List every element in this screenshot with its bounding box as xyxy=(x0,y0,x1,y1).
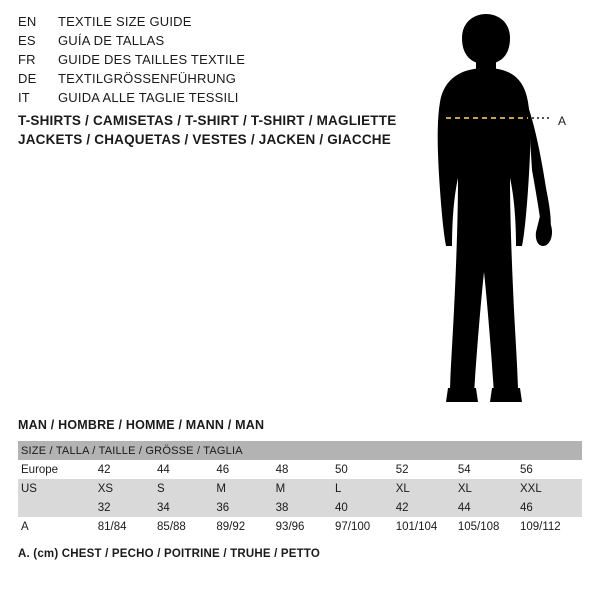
table-row xyxy=(18,498,582,517)
cell: 105/108 xyxy=(458,517,520,536)
cell: 93/96 xyxy=(276,517,335,536)
cell: XL xyxy=(396,479,458,498)
row-label: US xyxy=(18,479,98,498)
language-row xyxy=(18,71,418,90)
table-footnote: A. (cm) CHEST / PECHO / POITRINE / TRUHE / PETTO xyxy=(18,548,321,560)
cell: L xyxy=(335,479,396,498)
row-label: A xyxy=(18,517,98,536)
language-list xyxy=(18,14,418,109)
cell: 40 xyxy=(335,498,396,517)
language-text: GUÍA DE TALLAS xyxy=(58,33,165,48)
language-code: FR xyxy=(18,52,36,67)
cell: 34 xyxy=(157,498,216,517)
language-text: TEXTILE SIZE GUIDE xyxy=(58,14,192,29)
language-code: ES xyxy=(18,33,36,48)
male-figure-illustration xyxy=(400,10,600,410)
cell: 109/112 xyxy=(520,517,582,536)
table-title: MAN / HOMBRE / HOMME / MANN / MAN xyxy=(18,418,265,432)
table-row xyxy=(18,460,582,479)
cell: 46 xyxy=(520,498,582,517)
cell: 101/104 xyxy=(396,517,458,536)
table-row xyxy=(18,517,582,536)
cell: 97/100 xyxy=(335,517,396,536)
language-code: IT xyxy=(18,90,30,105)
cell: M xyxy=(276,479,335,498)
category-tshirts: T-SHIRTS / CAMISETAS / T-SHIRT / T-SHIRT / MAGLIETTE xyxy=(18,113,397,128)
male-silhouette-icon xyxy=(400,10,600,410)
cell: 46 xyxy=(216,460,275,479)
cell: XL xyxy=(458,479,520,498)
cell: XS xyxy=(98,479,157,498)
cell: 38 xyxy=(276,498,335,517)
cell: 85/88 xyxy=(157,517,216,536)
cell: 42 xyxy=(98,460,157,479)
language-text: TEXTILGRÖSSENFÜHRUNG xyxy=(58,71,237,86)
cell: 44 xyxy=(458,498,520,517)
language-row xyxy=(18,14,418,33)
cell: 36 xyxy=(216,498,275,517)
row-label: Europe xyxy=(18,460,98,479)
language-code: DE xyxy=(18,71,37,86)
cell: S xyxy=(157,479,216,498)
cell: 32 xyxy=(98,498,157,517)
language-text: GUIDE DES TAILLES TEXTILE xyxy=(58,52,246,67)
cell: 54 xyxy=(458,460,520,479)
cell: 44 xyxy=(157,460,216,479)
cell: 89/92 xyxy=(216,517,275,536)
cell: 56 xyxy=(520,460,582,479)
size-table xyxy=(18,441,582,536)
cell: XXL xyxy=(520,479,582,498)
language-row xyxy=(18,52,418,71)
cell: 52 xyxy=(396,460,458,479)
chest-measure-label: A xyxy=(558,114,567,128)
garment-category-list xyxy=(18,111,438,149)
cell: M xyxy=(216,479,275,498)
table-row xyxy=(18,479,582,498)
language-row xyxy=(18,90,418,109)
cell: 42 xyxy=(396,498,458,517)
table-header-row xyxy=(18,441,582,460)
category-jackets: JACKETS / CHAQUETAS / VESTES / JACKEN / GIACCHE xyxy=(18,132,391,147)
language-row xyxy=(18,33,418,52)
table-header-label: SIZE / TALLA / TAILLE / GRÖSSE / TAGLIA xyxy=(18,441,582,460)
row-label xyxy=(18,498,98,517)
cell: 81/84 xyxy=(98,517,157,536)
cell: 50 xyxy=(335,460,396,479)
cell: 48 xyxy=(276,460,335,479)
language-code: EN xyxy=(18,14,37,29)
language-text: GUIDA ALLE TAGLIE TESSILI xyxy=(58,90,239,105)
